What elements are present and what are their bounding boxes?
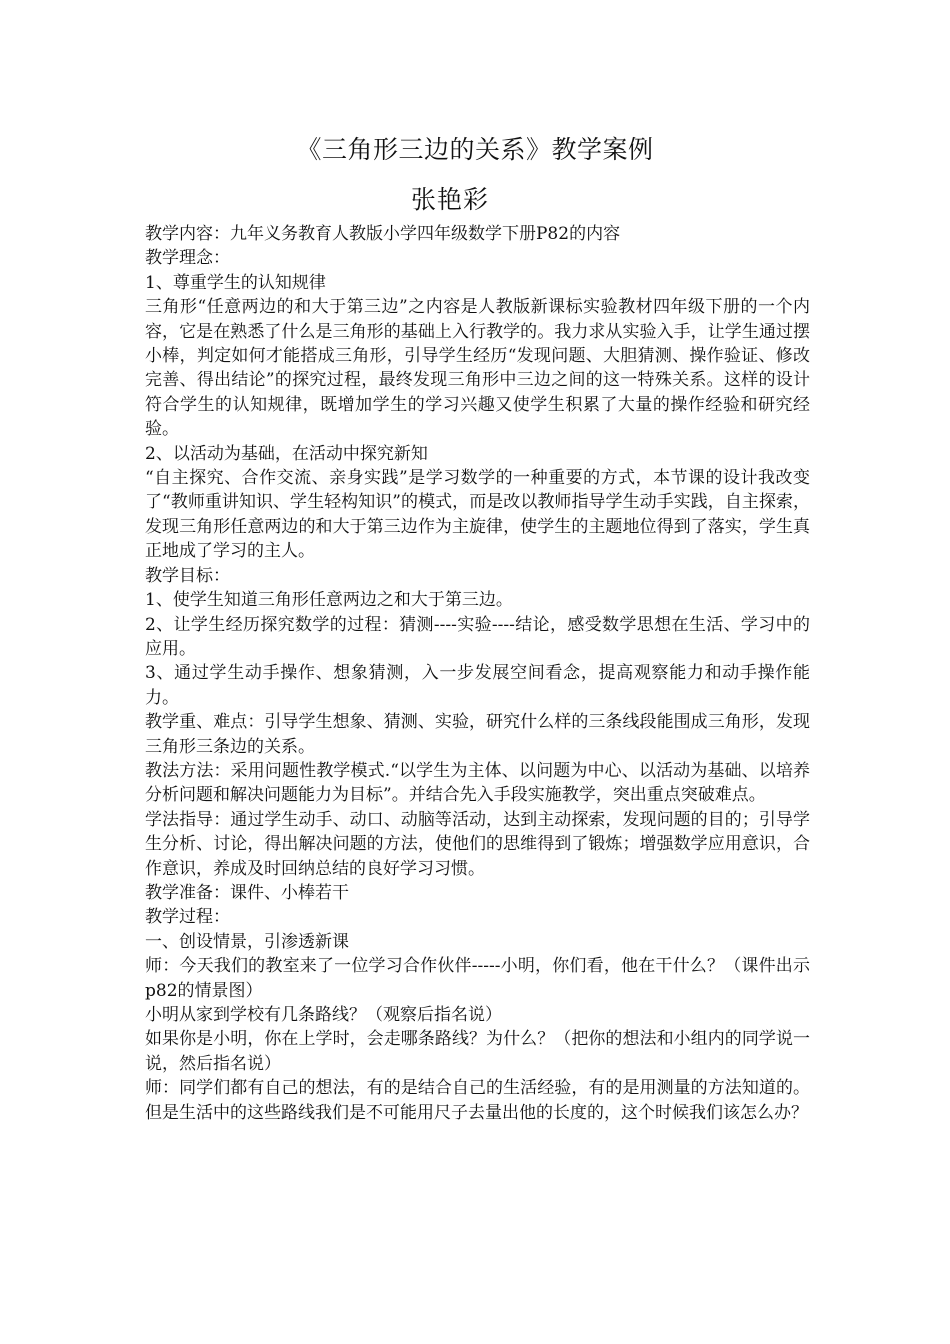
paragraph-concept-1-body: 三角形“任意两边的和大于第三边”之内容是人教版新课标实验教材四年级下册的一个内容，它是在熟悉了什么是三角形的基础上入行教学的。我力求从实验入手，让学生通过摆小棒，判定如何才能搭成三角形，引导学生经历“发现问题、大胆猜测、操作验证、修改完善、得出结论”的探究过程，最终发现三角形中三边之间的这一特殊关系。这样的设计符合学生的认知规律，既增加学生的学习兴趣又使学生积累了大量的操作经验和研究经验。 (145, 297, 810, 440)
paragraph-concept-2-body: “自主探究、合作交流、亲身实践”是学习数学的一种重要的方式，本节课的设计我改变了“教师重讲知识、学生轻构知识”的模式，而是改以教师指导学生动手实践，自主探索，发现三角形任意两边的和大于第三边作为主旋律，使学生的主题地位得到了落实，学生真正地成了学习的主人。 (145, 468, 810, 562)
paragraph-teaching-concept-heading: 教学理念： (145, 248, 230, 269)
paragraph-concept-1-heading: 1、尊重学生的认知规律 (145, 272, 326, 293)
paragraph-section-1-heading: 一、创设情景，引渗透新课 (145, 931, 349, 952)
paragraph-objectives-heading: 教学目标： (145, 565, 230, 586)
paragraph-objective-2: 2、让学生经历探究数学的过程：猜测----实验----结论，感受数学思想在生活、学习中的应用。 (145, 614, 810, 659)
paragraph-learning-guidance: 学法指导：通过学生动手、动口、动脑等活动，达到主动探索，发现问题的目的；引导学生分析、讨论，得出解决问题的方法，使他们的思维得到了锻炼；增强数学应用意识，合作意识，养成及时回纳总结的良好学习习惯。 (145, 809, 810, 879)
paragraph-teacher-conclusion: 师：同学们都有自己的想法，有的是结合自己的生活经验，有的是用测量的方法知道的。但是生活中的这些路线我们是不可能用尺子去量出他的长度的，这个时候我们该怎么办？ (145, 1078, 810, 1123)
paragraph-key-points: 教学重、难点：引导学生想象、猜测、实验，研究什么样的三条线段能围成三角形，发现三角形三条边的关系。 (145, 712, 810, 757)
paragraph-objective-3: 3、通过学生动手操作、想象猜测，入一步发展空间看念，提高观察能力和动手操作能力。 (145, 663, 810, 708)
document-body (145, 222, 810, 1125)
paragraph-teaching-methods: 教法方法：采用问题性教学模式.“以学生为主体、以问题为中心、以活动为基础、以培养分析问题和解决问题能力为目标”。并结合先入手段实施教学，突出重点突破难点。 (145, 760, 810, 806)
paragraph-process-heading: 教学过程： (145, 907, 230, 928)
paragraph-concept-2-heading: 2、以活动为基础，在活动中探究新知 (145, 443, 428, 464)
document-title: 《三角形三边的关系》教学案例 (296, 135, 654, 164)
paragraph-teacher-intro: 师：今天我们的教室来了一位学习合作伙伴-----小明，你们看，他在干什么？（课件出示p82的情景图） (145, 956, 810, 1001)
paragraph-objective-1: 1、使学生知道三角形任意两边之和大于第三边。 (145, 590, 513, 611)
paragraph-teaching-content: 教学内容：九年义务教育人教版小学四年级数学下册P82的内容 (145, 224, 621, 244)
paragraph-choice-question: 如果你是小明，你在上学时，会走哪条路线？为什么？（把你的想法和小组内的同学说一说，然后指名说） (145, 1029, 810, 1074)
document-author: 张艳彩 (410, 185, 489, 214)
paragraph-preparation: 教学准备：课件、小棒若干 (145, 882, 349, 903)
paragraph-routes-question: 小明从家到学校有几条路线？（观察后指名说） (145, 1005, 502, 1025)
